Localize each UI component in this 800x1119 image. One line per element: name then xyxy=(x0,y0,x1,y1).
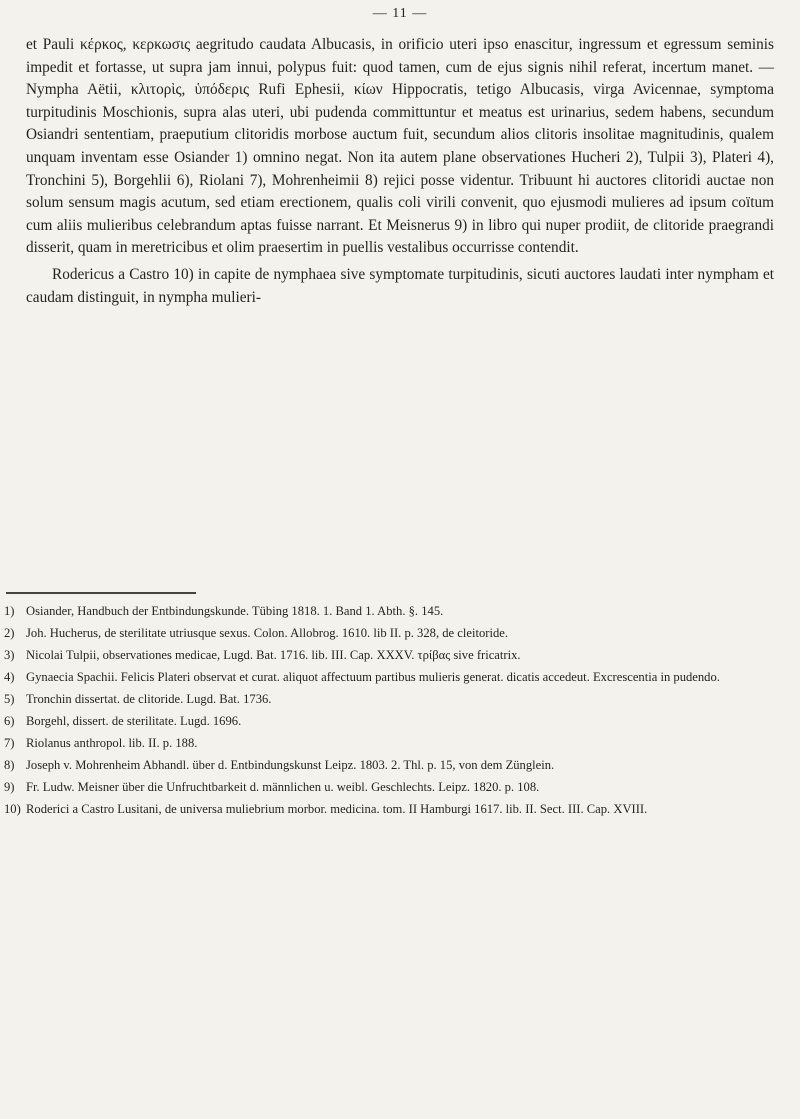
footnotes xyxy=(4,604,774,824)
page-number: — 11 — xyxy=(372,6,428,21)
footnote xyxy=(4,758,774,774)
footnote-mark: 3) xyxy=(4,647,15,662)
footnote-text: Fr. Ludw. Meisner über die Unfruchtbarkeit d. männlichen u. weibl. Geschlechts. Leipz. 1820. p. 108. xyxy=(26,779,540,794)
footnote-text: Tronchin dissertat. de clitoride. Lugd. Bat. 1736. xyxy=(26,691,272,706)
footnote-mark: 5) xyxy=(4,691,15,706)
footnote-text: Riolanus anthropol. lib. II. p. 188. xyxy=(26,735,198,750)
footnote xyxy=(4,604,774,620)
footnote xyxy=(4,736,774,752)
footnote-mark: 8) xyxy=(4,757,15,772)
footnote-text: Nicolai Tulpii, observationes medicae, Lugd. Bat. 1716. lib. III. Cap. XXXV. τρίβας sive fricatrix. xyxy=(26,647,521,662)
footnote-mark: 9) xyxy=(4,779,15,794)
footnote-text: Gynaecia Spachii. Felicis Plateri observat et curat. aliquot affectuum partibus mulieris generat. dicatis accedeut. Excrescentia in pudendo. xyxy=(26,669,720,684)
paragraph: et Pauli κέρκος, κερκωσις aegritudo caudata Albucasis, in orificio uteri ipso enascitur, ingressum et egressum seminis impedit et fortasse, ut supra jam innui, polypus fuit: quod tamen, cum de ejus signis nihil referat, incertum manet. — Nympha Aëtii, κλιτορὶς, ὑπόδερις Rufi Ephesii, κίων Hippocratis, tetigo Albucasis, virga Avicennae, symptoma turpitudinis Moschionis, supra alas uteri, ubi pudenda committuntur et meatus est urinarius, sedem habens, secundum Osiandri sententiam, praeputium clitoridis morbose auctum fuit, secundum alios clitoris insolitae magnitudinis, qualem unquam inventam esse Osiander 1) omnino negat. Non ita autem plane observationes Hucheri 2), Tulpii 3), Plateri 4), Tronchini 5), Borgehlii 6), Riolani 7), Mohrenheimii 8) rejici posse videntur. Tribuunt hi auctores clitoridi auctae non solum sensum magis acutum, sed etiam erectionem, qualis coli virili convenit, quo ejusmodi mulieres ad ipsum coïtum cum aliis mulieribus celebrandum aptas fuisse narrant. Et Meisnerus 9) in libro qui nuper prodiit, de clitoride praegrandi disserit, quam in meretricibus et olim praesertim in puellis vestalibus occurrisse contendit. xyxy=(26,36,774,257)
main-text xyxy=(26,34,774,309)
footnote xyxy=(4,802,774,818)
footnote xyxy=(4,648,774,664)
footnote-text: Joseph v. Mohrenheim Abhandl. über d. Entbindungskunst Leipz. 1803. 2. Thl. p. 15, von dem Zünglein. xyxy=(26,757,555,772)
footnote-text: Roderici a Castro Lusitani, de universa muliebrium morbor. medicina. tom. II Hamburgi 1617. lib. II. Sect. III. Cap. XVIII. xyxy=(26,801,648,816)
footnote-divider xyxy=(6,592,196,594)
footnote xyxy=(4,626,774,642)
footnote-text: Osiander, Handbuch der Entbindungskunde. Tübing 1818. 1. Band 1. Abth. §. 145. xyxy=(26,604,444,618)
footnote-mark: 6) xyxy=(4,713,15,728)
footnote-mark: 2) xyxy=(4,625,15,640)
footnote-mark: 4) xyxy=(4,669,15,684)
footnote-text: Borgehl, dissert. de sterilitate. Lugd. 1696. xyxy=(26,713,242,728)
footnote xyxy=(4,670,774,686)
footnote-mark: 10) xyxy=(4,801,21,816)
footnote xyxy=(4,714,774,730)
paragraph: Rodericus a Castro 10) in capite de nymphaea sive symptomate turpitudinis, sicuti auctores laudati inter nympham et caudam distinguit, in nympha mulieri- xyxy=(26,265,774,306)
footnote-mark: 1) xyxy=(4,604,15,618)
footnote-mark: 7) xyxy=(4,735,15,750)
footnote-text: Joh. Hucherus, de sterilitate utriusque sexus. Colon. Allobrog. 1610. lib II. p. 328, de cleitoride. xyxy=(26,625,508,640)
footnote xyxy=(4,780,774,796)
footnote xyxy=(4,692,774,708)
